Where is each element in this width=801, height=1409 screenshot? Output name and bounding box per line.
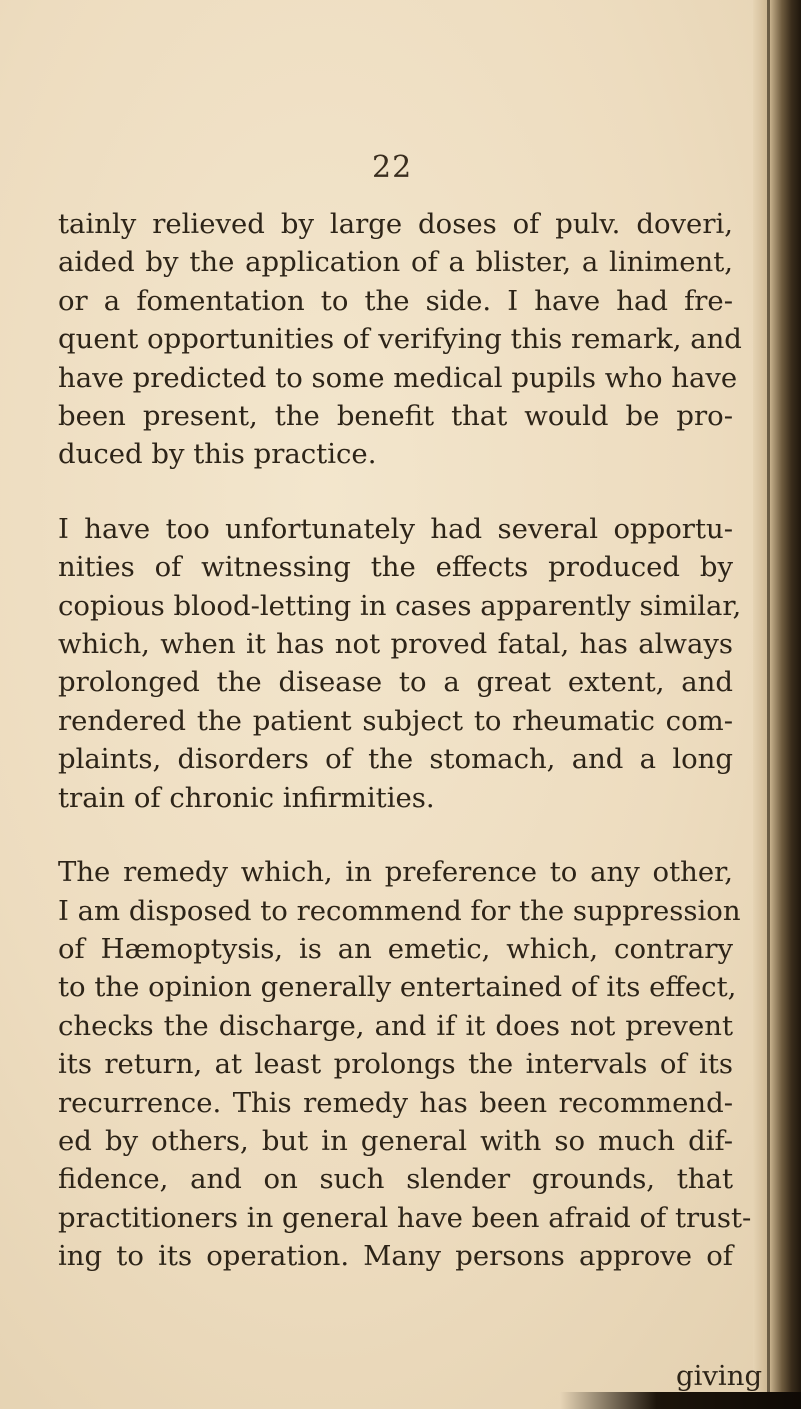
- body-text: [58, 205, 752, 1276]
- text-line: recurrence. This remedy has been recommend-: [58, 1086, 733, 1119]
- text-line: ed by others, but in general with so much dif-: [58, 1124, 733, 1157]
- catchword: giving: [676, 1360, 763, 1392]
- text-line: checks the discharge, and if it does not prevent: [58, 1009, 733, 1042]
- text-line: practitioners in general have been afraid of trust-: [58, 1201, 752, 1234]
- page-number: 22: [372, 150, 413, 185]
- text-line: aided by the application of a blister, a liniment,: [58, 246, 733, 279]
- text-line: rendered the patient subject to rheumatic com-: [58, 704, 733, 737]
- text-line: ing to its operation. Many persons approve of: [58, 1240, 733, 1273]
- text-line: I am disposed to recommend for the suppression: [58, 894, 741, 927]
- text-line: duced by this practice.: [58, 438, 377, 471]
- text-line: The remedy which, in preference to any other,: [58, 856, 733, 889]
- text-line: I have too unfortunately had several opportu-: [58, 512, 733, 545]
- text-line: train of chronic infirmities.: [58, 781, 435, 814]
- text-line: have predicted to some medical pupils who have: [58, 361, 738, 394]
- paragraph-2: [58, 510, 742, 817]
- text-line: of Hæmoptysis, is an emetic, which, contrary: [58, 932, 733, 965]
- text-line: copious blood-letting in cases apparently similar,: [58, 589, 742, 622]
- page-gutter-shadow: [753, 0, 801, 1409]
- text-line: which, when it has not proved fatal, has always: [58, 628, 733, 661]
- text-line: tainly relieved by large doses of pulv. doveri,: [58, 208, 733, 240]
- paragraph-3: [58, 853, 752, 1275]
- text-line: fidence, and on such slender grounds, that: [58, 1163, 733, 1196]
- text-line: its return, at least prolongs the intervals of its: [58, 1048, 733, 1081]
- text-line: plaints, disorders of the stomach, and a long: [58, 743, 733, 776]
- text-line: quent opportunities of verifying this remark, and: [58, 323, 742, 356]
- text-line: prolonged the disease to a great extent, and: [58, 666, 733, 699]
- text-line: been present, the benefit that would be pro-: [58, 400, 733, 433]
- page-bottom-shadow: [560, 1392, 801, 1409]
- text-line: to the opinion generally entertained of its effect,: [58, 971, 737, 1004]
- text-line: nities of witnessing the effects produced by: [58, 551, 733, 584]
- text-line: or a fomentation to the side. I have had fre-: [58, 284, 733, 317]
- paragraph-1: [58, 205, 742, 474]
